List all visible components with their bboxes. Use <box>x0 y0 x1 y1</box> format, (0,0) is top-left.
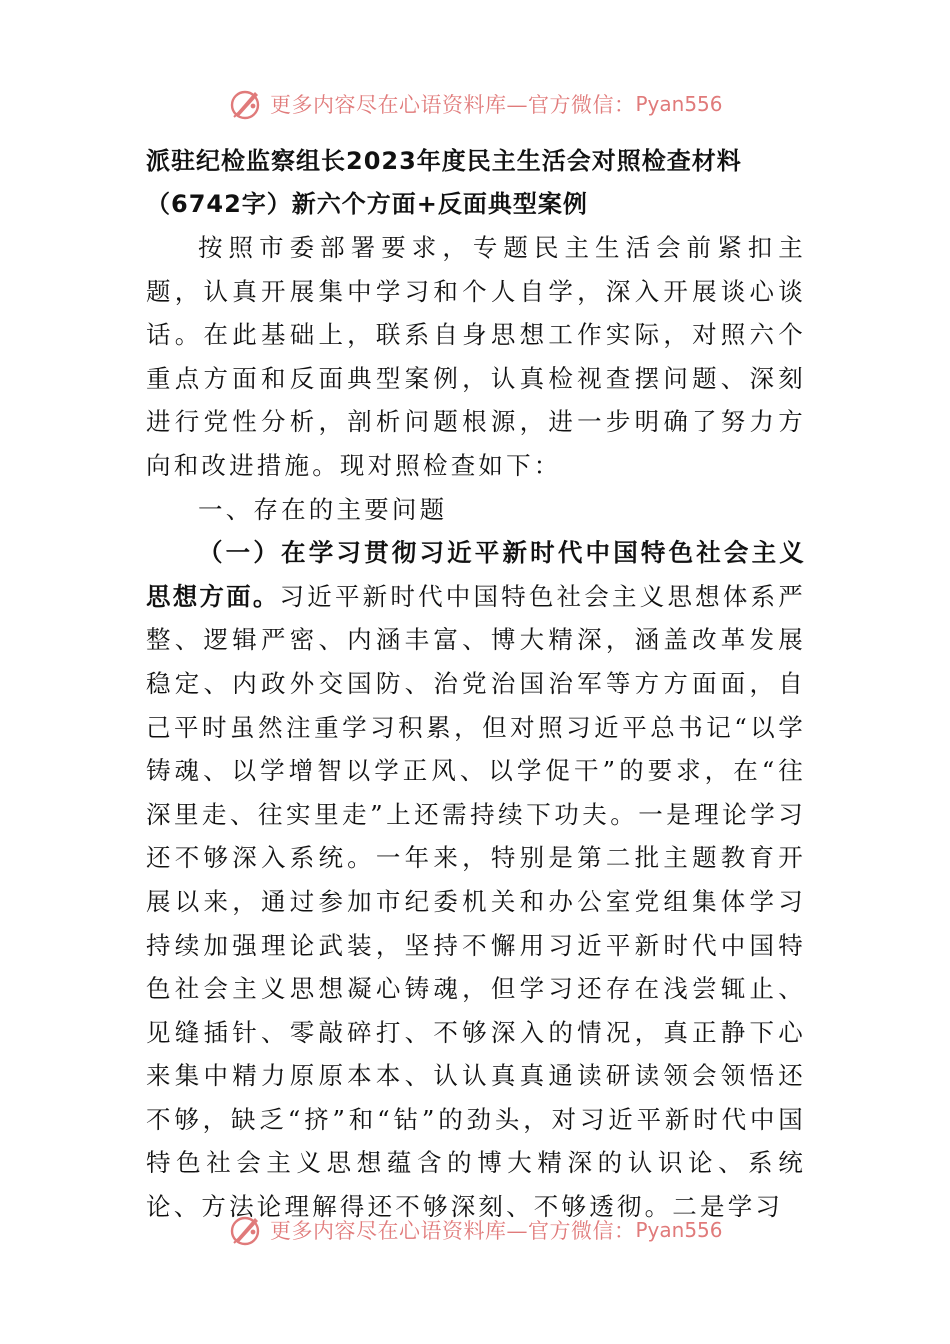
watermark-text: 更多内容尽在心语资料库—官方微信： <box>270 1219 636 1243</box>
quill-logo-icon <box>228 1212 264 1248</box>
subsection-body: 习近平新时代中国特色社会主义思想体系严整、逻辑严密、内涵丰富、博大精深，涵盖改革发展稳定、内政外交国防、治党治国治军等方方面面，自己平时虽然注重学习积累，但对照习近平总书记“以学铸魂、以学增智以学正风、以学促干”的要求，在“往深里走、往实里走”上还需持续下功夫。一是理论学习还不够深入系统。一年来，特别是第二批主题教育开展以来，通过参加市纪委机关和办公室党组集体学习持续加强理论武装，坚持不懈用习近平新时代中国特色社会主义思想凝心铸魂，但学习还存在浅尝辄止、见缝插针、零敲碎打、不够深入的情况，真正静下心来集中精力原原本本、认认真真通读研读领会领悟还不够，缺乏“挤”和“钻”的劲头，对习近平新时代中国特色社会主义思想蕴含的博大精深的认识论、系统论、方法论理解得还不够深刻、不够透彻。二是学习 <box>146 581 806 1222</box>
watermark-text: 更多内容尽在心语资料库—官方微信： <box>270 93 636 117</box>
watermark-footer <box>228 1210 723 1250</box>
quill-logo-icon <box>228 86 264 122</box>
document-body <box>146 140 806 1229</box>
watermark-wechat-id: Pyan556 <box>635 92 723 116</box>
subsection-lead: （一）在学习贯彻习近平新时代中国特色社会主义思想方面。 <box>146 538 806 611</box>
document-title-line-2: （6742字）新六个方面+反面典型案例 <box>146 190 588 218</box>
intro-paragraph: 按照市委部署要求，专题民主生活会前紧扣主题，认真开展集中学习和个人自学，深入开展谈心谈话。在此基础上，联系自身思想工作实际，对照六个重点方面和反面典型案例，认真检视查摆问题、深刻进行党性分析，剖析问题根源，进一步明确了努力方向和改进措施。现对照检查如下： <box>146 233 806 480</box>
watermark-wechat-id: Pyan556 <box>635 1218 723 1242</box>
subsection-paragraph <box>146 531 806 1229</box>
section-heading: 一、存在的主要问题 <box>198 494 448 524</box>
document-title-line-1: 派驻纪检监察组长2023年度民主生活会对照检查材料 <box>146 147 742 175</box>
watermark-header <box>228 84 723 124</box>
